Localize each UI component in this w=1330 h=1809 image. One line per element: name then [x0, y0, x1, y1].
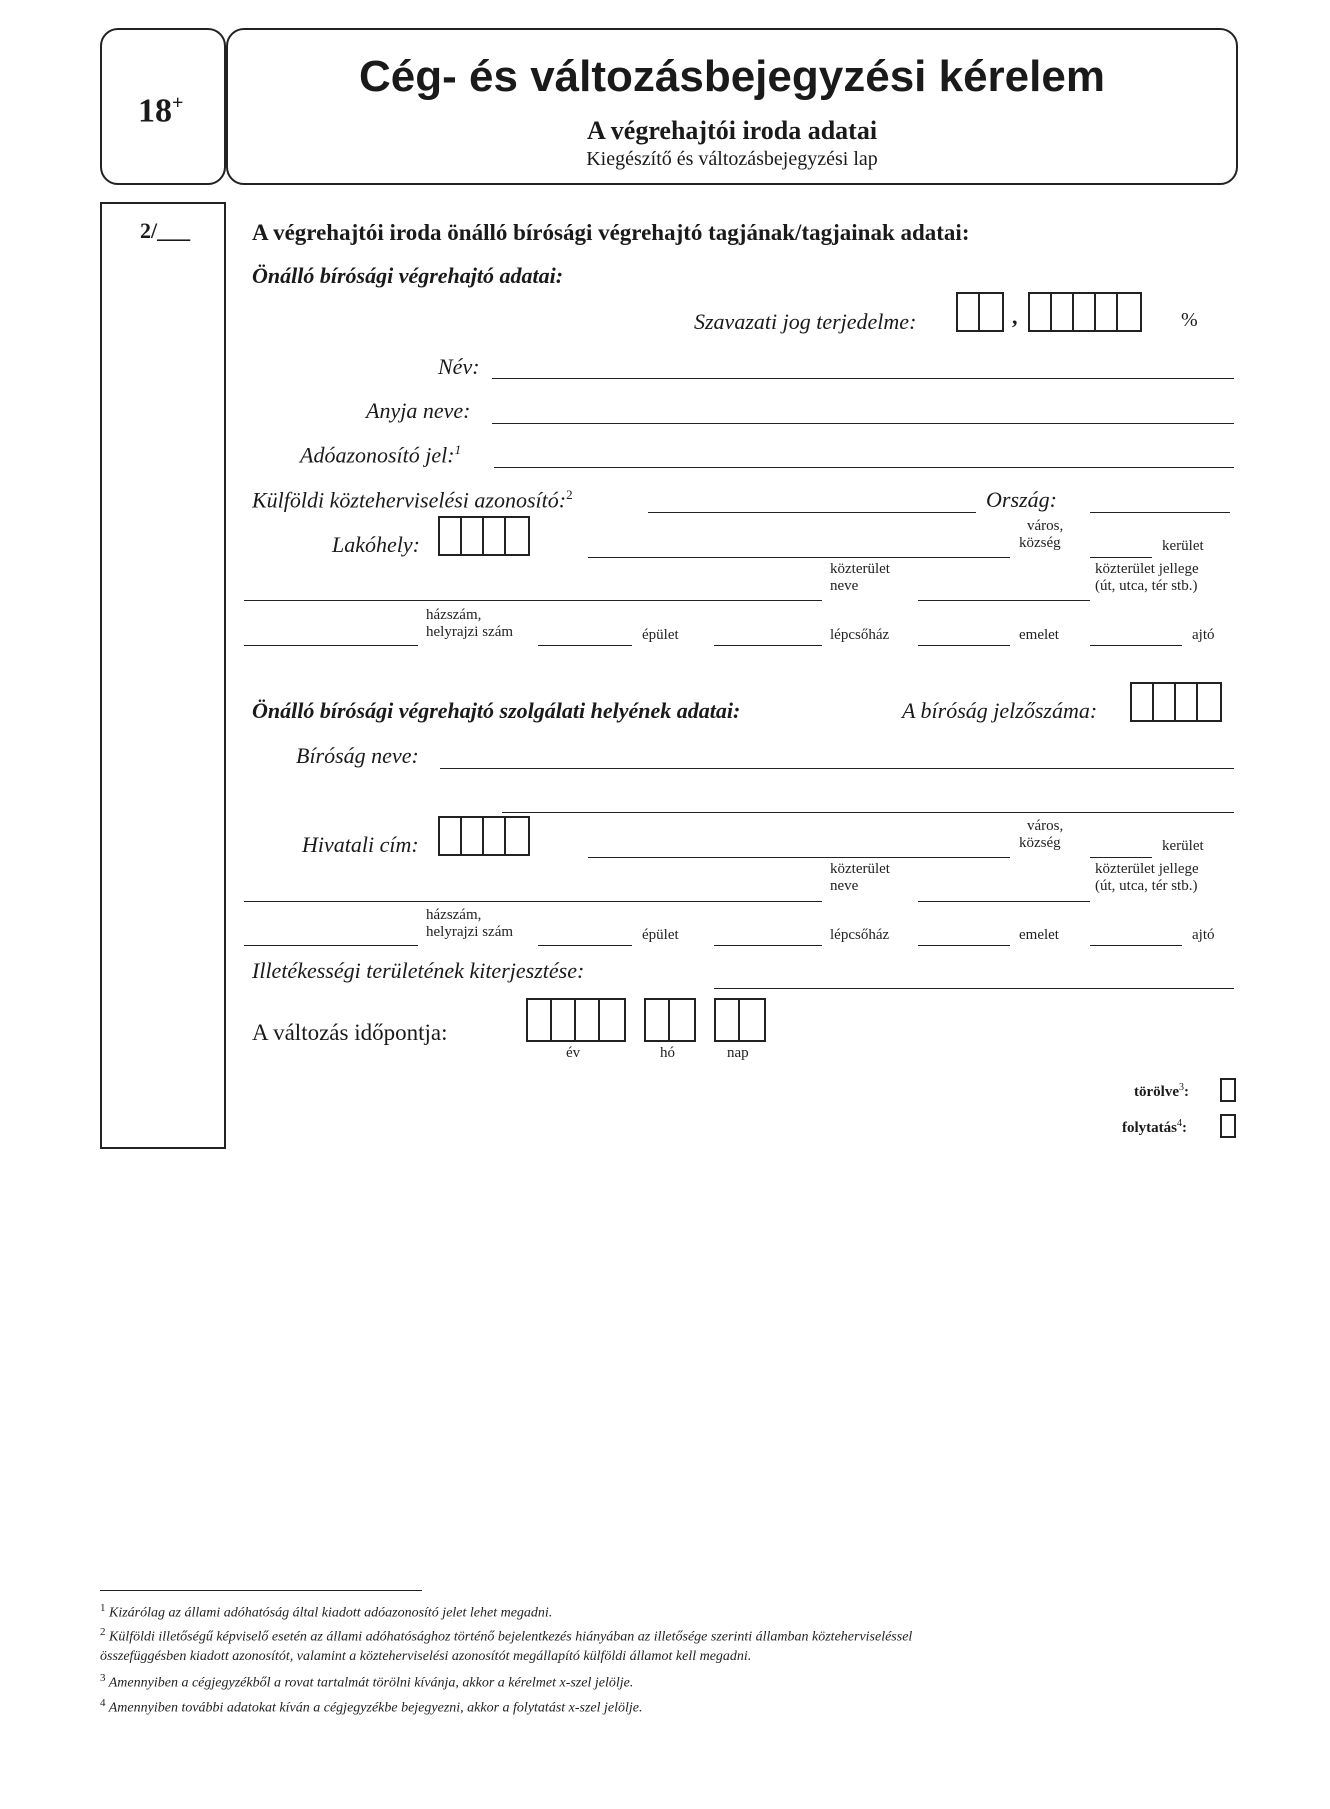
office-building-label: épület [642, 927, 679, 943]
mother-name-field[interactable] [492, 423, 1234, 424]
office-postcode-boxes[interactable] [438, 816, 530, 856]
form-title: Cég- és változásbejegyzési kérelem [359, 52, 1105, 101]
tax-id-label: Adóazonosító jel:$^1$ [300, 442, 462, 468]
residence-floor-label: emelet [1019, 627, 1059, 643]
foreign-id-label: Külföldi közteherviselési azonosító:$^2$ [252, 487, 573, 513]
office-city-label: város, község [1019, 818, 1064, 851]
deleted-checkbox[interactable] [1220, 1078, 1236, 1102]
court-name-field[interactable] [440, 768, 1234, 769]
footnote-1: $^1$ Kizárólag az állami adóhatóság által kiadott adóazonosító jelet lehet megadni. [100, 1602, 553, 1621]
voting-decimal-boxes[interactable] [1028, 292, 1142, 332]
day-label: nap [727, 1045, 749, 1061]
country-label: Ország: [986, 487, 1057, 512]
footnote-2: $^2$ Külföldi illetőségű képviselő esetén az állami adóhatósághoz történő bejelentkezés hiányában az illetősége szerinti államban közteherviseléssel [100, 1626, 913, 1645]
section-number-column [100, 202, 226, 1149]
residence-postcode-boxes[interactable] [438, 516, 530, 556]
office-district-field[interactable] [1090, 857, 1152, 858]
residence-city-field[interactable] [588, 557, 1010, 558]
residence-house-number-label: házszám, helyrajzi szám [426, 607, 514, 640]
voting-integer-boxes[interactable] [956, 292, 1004, 332]
office-city-field[interactable] [588, 857, 1010, 858]
office-district-label: kerület [1162, 838, 1204, 854]
office-staircase-field[interactable] [714, 945, 822, 946]
office-floor-label: emelet [1019, 927, 1059, 943]
office-house-number-label: házszám, helyrajzi szám [426, 907, 514, 940]
service-heading: Önálló bírósági végrehajtó szolgálati helyének adatai: [252, 698, 741, 723]
form-number-box [100, 28, 226, 185]
office-street-type-label: közterület jellege (út, utca, tér stb.) [1095, 861, 1199, 894]
residence-district-label: kerület [1162, 538, 1204, 554]
residence-floor-field[interactable] [918, 645, 1010, 646]
form-number: 18+ [138, 92, 184, 130]
name-label: Név: [438, 354, 480, 379]
voting-unit: % [1181, 309, 1198, 331]
voting-label: Szavazati jog terjedelme: [694, 309, 917, 334]
deleted-label: törölve$^3$: [1134, 1082, 1189, 1100]
office-building-field[interactable] [538, 945, 632, 946]
residence-city-label: város, község [1019, 518, 1064, 551]
month-label: hó [660, 1045, 675, 1061]
office-house-number-field[interactable] [244, 945, 418, 946]
section-heading: A végrehajtói iroda önálló bírósági végrehajtó tagjának/tagjainak adatai: [252, 220, 970, 245]
country-field[interactable] [1090, 512, 1230, 513]
office-street-name-label: közterület neve [830, 861, 890, 894]
office-street-name-field[interactable] [244, 901, 822, 902]
residence-street-name-field[interactable] [244, 600, 822, 601]
office-floor-field[interactable] [918, 945, 1010, 946]
office-address-label: Hivatali cím: [302, 832, 419, 857]
section-number: 2/___ [140, 218, 191, 243]
tax-id-field[interactable] [494, 467, 1234, 468]
foreign-id-field[interactable] [648, 512, 976, 513]
continued-checkbox[interactable] [1220, 1114, 1236, 1138]
voting-comma: , [1012, 304, 1018, 329]
footnote-2-cont: összefüggésben kiadott azonosítót, valamint a közteherviselési azonosítót megállapító külföldi államot kell megadni. [100, 1649, 752, 1664]
office-street-type-field[interactable] [918, 901, 1090, 902]
footnote-4: $^4$ Amennyiben további adatokat kíván a cégjegyzékbe bejegyezni, akkor a folytatást x-szel jelölje. [100, 1697, 643, 1716]
residence-building-label: épület [642, 627, 679, 643]
form-subtitle: A végrehajtói iroda adatai [586, 116, 878, 145]
change-date-day-boxes[interactable] [714, 998, 766, 1042]
year-label: év [566, 1045, 581, 1061]
court-code-label: A bíróság jelzőszáma: [902, 698, 1098, 723]
form-subsubtitle: Kiegészítő és változásbejegyzési lap [586, 148, 878, 170]
footnote-3: $^3$ Amennyiben a cégjegyzékből a rovat tartalmát törölni kívánja, akkor a kérelmet x-szel jelölje. [100, 1672, 634, 1691]
residence-street-type-field[interactable] [918, 600, 1090, 601]
office-staircase-label: lépcsőház [830, 927, 890, 943]
residence-house-number-field[interactable] [244, 645, 418, 646]
residence-label: Lakóhely: [332, 532, 420, 557]
title-box [226, 28, 1238, 185]
office-door-label: ajtó [1192, 927, 1215, 943]
office-door-field[interactable] [1090, 945, 1182, 946]
footnote-separator [100, 1590, 422, 1591]
court-name-field-2[interactable] [502, 812, 1234, 813]
person-heading: Önálló bírósági végrehajtó adatai: [252, 263, 564, 288]
court-code-boxes[interactable] [1130, 682, 1222, 722]
residence-staircase-field[interactable] [714, 645, 822, 646]
residence-street-type-label: közterület jellege (út, utca, tér stb.) [1095, 561, 1199, 594]
court-name-label: Bíróság neve: [296, 743, 419, 768]
residence-staircase-label: lépcsőház [830, 627, 890, 643]
residence-door-label: ajtó [1192, 627, 1215, 643]
residence-building-field[interactable] [538, 645, 632, 646]
continued-label: folytatás$^4$: [1122, 1118, 1187, 1136]
jurisdiction-field[interactable] [714, 988, 1234, 989]
change-date-month-boxes[interactable] [644, 998, 696, 1042]
mother-name-label: Anyja neve: [366, 398, 471, 423]
change-date-year-boxes[interactable] [526, 998, 626, 1042]
residence-street-name-label: közterület neve [830, 561, 890, 594]
change-date-label: A változás időpontja: [252, 1020, 448, 1045]
residence-door-field[interactable] [1090, 645, 1182, 646]
jurisdiction-label: Illetékességi területének kiterjesztése: [252, 958, 585, 983]
name-field[interactable] [492, 378, 1234, 379]
residence-district-field[interactable] [1090, 557, 1152, 558]
